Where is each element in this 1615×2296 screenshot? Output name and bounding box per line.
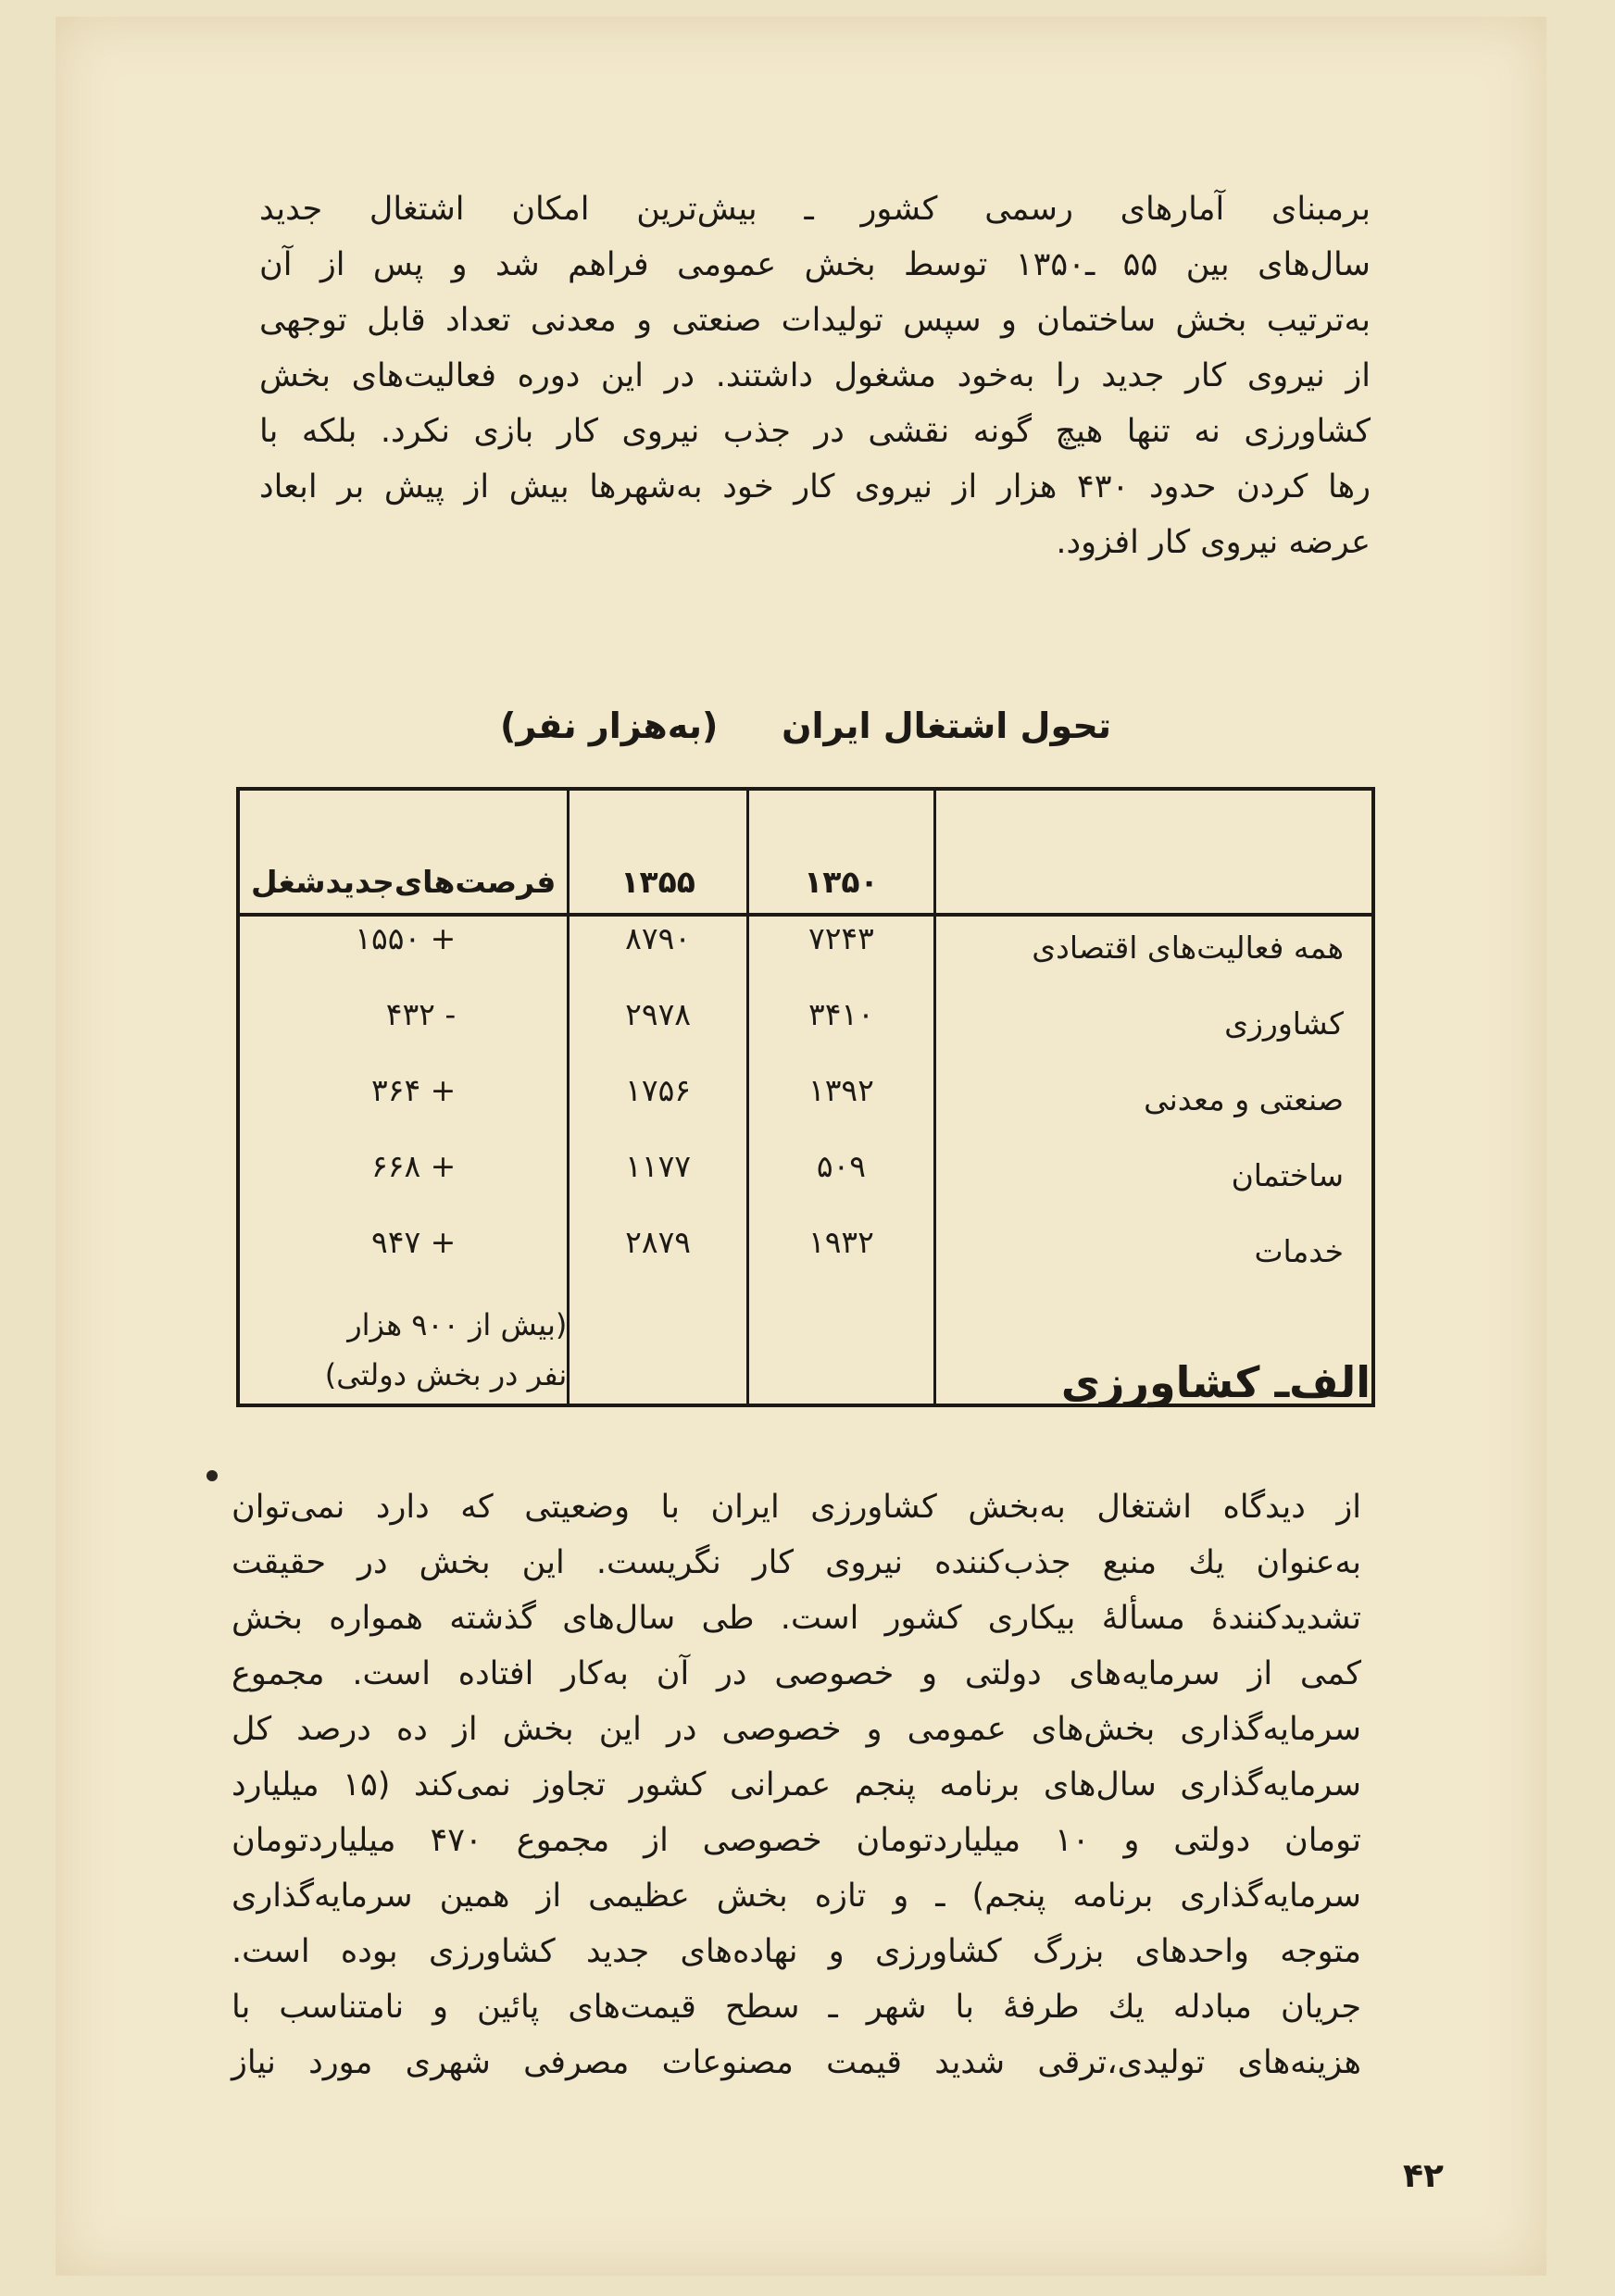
row-sector: کشاورزی: [935, 992, 1374, 1068]
text-line: رها کردن حدود ۴۳۰ هزار از نیروی کار خود به‌شهرها بیش از پیش بر ابعاد: [259, 468, 1371, 505]
table-note-line: نفر در بخش دولتی): [324, 1357, 568, 1392]
empty-cell: [747, 1296, 934, 1405]
section-heading: الف‌ـ کشاورزی: [1060, 1357, 1371, 1407]
text-line: از نیروی کار جدید را به‌خود مشغول داشتند. در این دوره فعالیت‌های بخش: [259, 357, 1371, 394]
table-row: [238, 1144, 1373, 1220]
text-line: برمبنای آمارهای رسمی کشور ـ بیش‌ترین امکان اشتغال جدید: [259, 191, 1371, 228]
table-note-line: (بیش از ۹۰۰ هزار: [347, 1307, 568, 1342]
row-change: + ۱۵۵۰: [238, 915, 569, 992]
table-title: [500, 705, 1111, 746]
page-number: ۴۲: [1403, 2157, 1444, 2195]
row-sector: صنعتی و معدنی: [935, 1068, 1374, 1144]
employment-table: [236, 787, 1375, 1407]
row-value-1350: ۵۰۹: [747, 1144, 934, 1220]
header-sector: [935, 789, 1374, 915]
row-change: - ۴۳۲: [238, 992, 569, 1068]
text-line: هزینه‌های تولیدی،ترقی شدید قیمت مصنوعات مصرفی شهری مورد نیاز: [232, 2044, 1361, 2081]
text-line: کشاورزی نه تنها هیچ گونه نقشی در جذب نیروی کار بازی نکرد. بلکه با: [259, 413, 1371, 450]
header-year-1350: ۱۳۵۰: [747, 789, 934, 915]
row-value-1350: ۱۹۳۲: [747, 1220, 934, 1296]
text-line: تشدیدکنندهٔ مسألهٔ بیکاری کشور است. طی سال‌های گذشته همواره بخش: [232, 1600, 1361, 1637]
text-line: سال‌های بین ۵۵ ـ۱۳۵۰ توسط بخش عمومی فراهم شد و پس از آن: [259, 246, 1371, 283]
text-line: سرمایه‌گذاری برنامه پنجم) ـ و تازه بخش عظیمی از همین سرمایه‌گذاری: [232, 1878, 1361, 1915]
header-new-jobs: فرصت‌های‌جدیدشغل: [238, 789, 569, 915]
table-row: [238, 1068, 1373, 1144]
text-line: به‌عنوان یك منبع جذب‌کننده نیروی کار نگریست. این بخش در حقیقت: [232, 1544, 1361, 1581]
table-row: [238, 915, 1373, 992]
row-value-1355: ۲۸۷۹: [569, 1220, 748, 1296]
row-value-1350: ۱۳۹۲: [747, 1068, 934, 1144]
table-title-text: تحول اشتغال ایران: [782, 705, 1111, 746]
row-sector: همه فعالیت‌های اقتصادی: [935, 915, 1374, 992]
row-value-1355: ۱۱۷۷: [569, 1144, 748, 1220]
table-row: [238, 992, 1373, 1068]
table-note: [238, 1296, 569, 1405]
table-unit: (به‌هزار نفر): [500, 705, 719, 746]
ink-dot: [207, 1470, 218, 1481]
text-line: به‌ترتیب بخش ساختمان و سپس تولیدات صنعتی و معدنی تعداد قابل توجهی: [259, 302, 1371, 339]
row-change: + ۶۶۸: [238, 1144, 569, 1220]
row-value-1350: ۳۴۱۰: [747, 992, 934, 1068]
row-change: + ۹۴۷: [238, 1220, 569, 1296]
row-change: + ۳۶۴: [238, 1068, 569, 1144]
text-line: عرضه نیروی کار افزود.: [1056, 524, 1371, 561]
header-year-1355: ۱۳۵۵: [569, 789, 748, 915]
intro-paragraph: [259, 181, 1371, 570]
text-line: از دیدگاه اشتغال به‌بخش کشاورزی ایران با وضعیتی که دارد نمی‌توان: [232, 1489, 1361, 1526]
table-row: [238, 1220, 1373, 1296]
text-line: جریان مبادله یك طرفهٔ با شهر ـ سطح قیمت‌های پائین و نامتناسب با: [232, 1989, 1361, 2026]
row-value-1355: ۸۷۹۰: [569, 915, 748, 992]
table-header-row: [238, 789, 1373, 915]
row-value-1355: ۲۹۷۸: [569, 992, 748, 1068]
text-line: متوجه واحدهای بزرگ کشاورزی و نهاده‌های جدید کشاورزی بوده است.: [232, 1933, 1361, 1970]
row-value-1355: ۱۷۵۶: [569, 1068, 748, 1144]
text-line: سرمایه‌گذاری سال‌های برنامه پنجم عمرانی کشور تجاوز نمی‌کند (۱۵ میلیارد: [232, 1766, 1361, 1803]
row-sector: ساختمان: [935, 1144, 1374, 1220]
empty-cell: [569, 1296, 748, 1405]
row-sector: خدمات: [935, 1220, 1374, 1296]
row-value-1350: ۷۲۴۳: [747, 915, 934, 992]
text-line: سرمایه‌گذاری بخش‌های عمومی و خصوصی در این بخش از ده درصد کل: [232, 1711, 1361, 1748]
text-line: کمی از سرمایه‌های دولتی و خصوصی در آن به‌کار افتاده است. مجموع: [232, 1655, 1361, 1692]
text-line: تومان دولتی و ۱۰ میلیاردتومان خصوصی از مجموع ۴۷۰ میلیاردتومان: [232, 1822, 1361, 1859]
body-paragraph: [232, 1479, 1361, 2090]
